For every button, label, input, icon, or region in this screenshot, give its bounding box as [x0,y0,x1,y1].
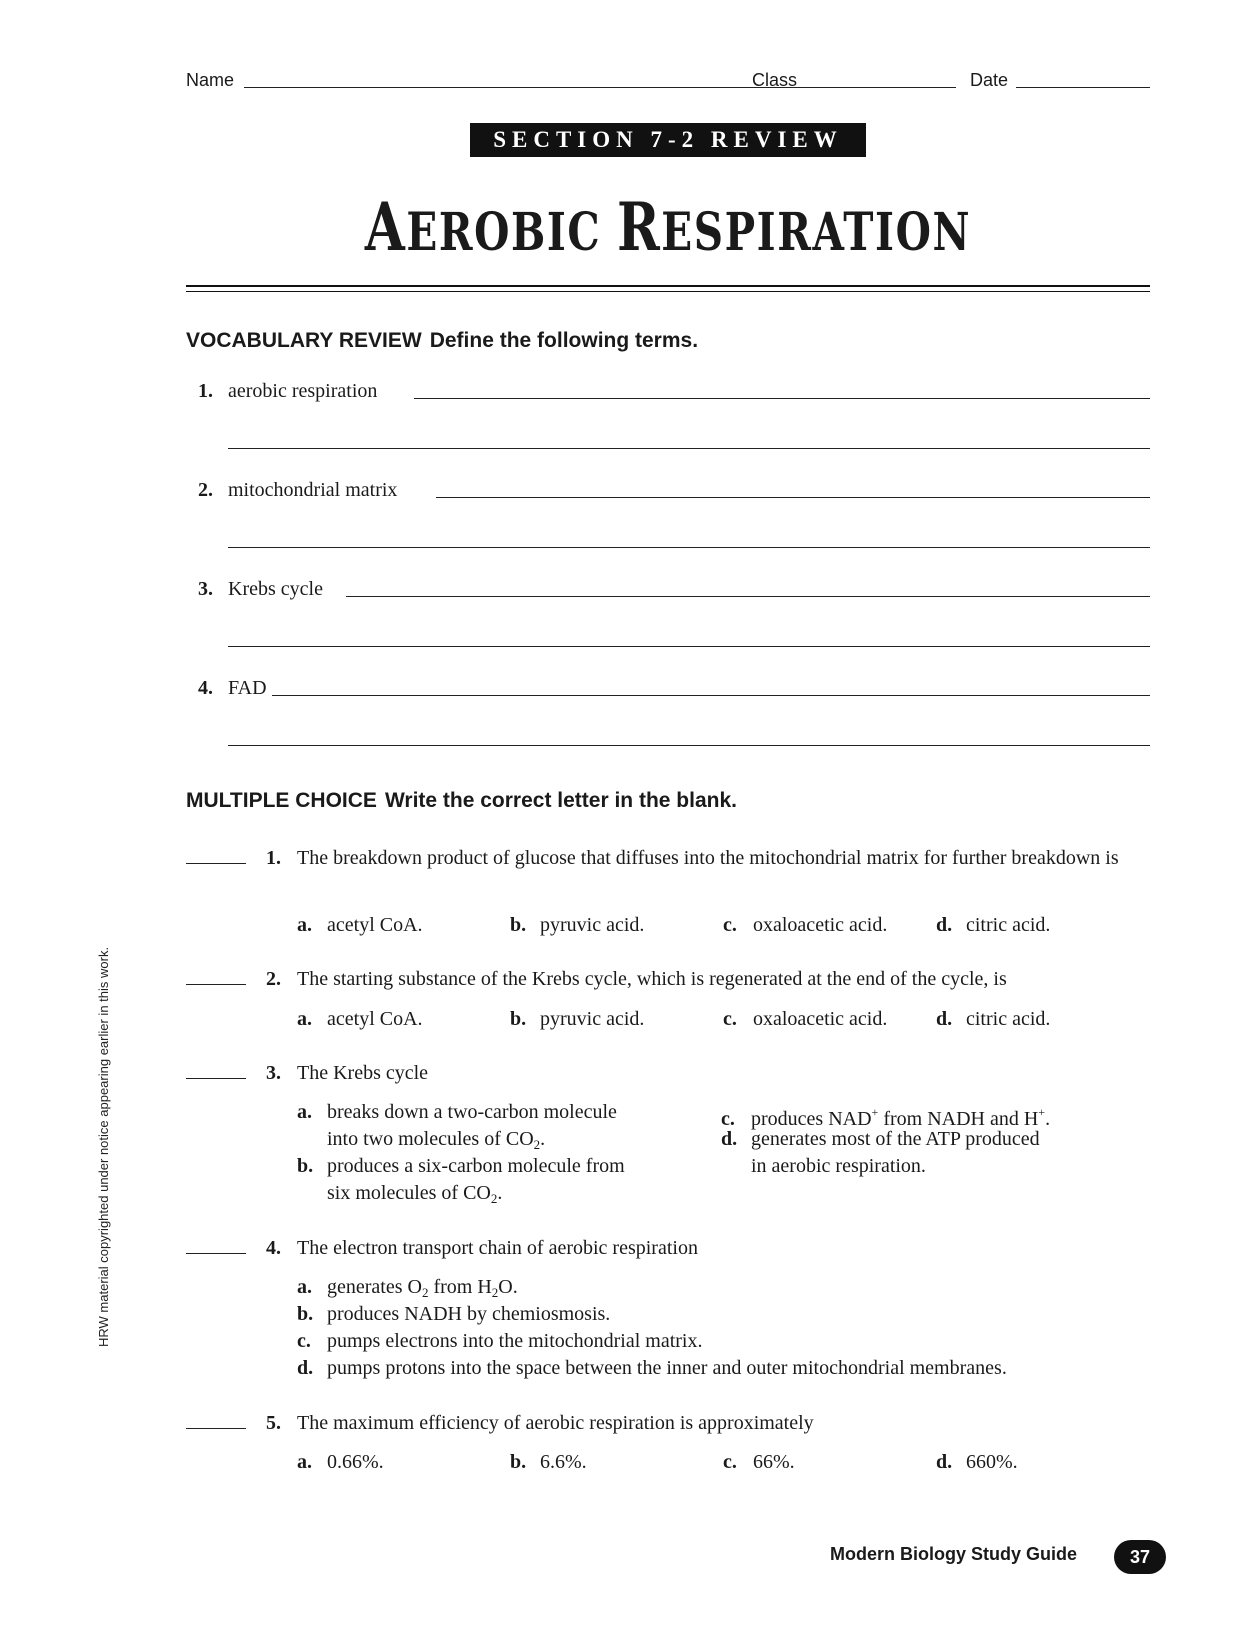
option-a: a. acetyl CoA. [297,1008,423,1030]
question-text: The breakdown product of glucose that diffuses into the mitochondrial matrix for further breakdown is [297,847,1119,869]
vocab-item [186,677,1150,757]
option-d-cont: in aerobic respiration. [751,1155,926,1177]
option-d: d. citric acid. [936,1008,1051,1030]
option-c: c. 66%. [723,1451,795,1473]
class-label: Class [752,70,798,90]
footer-title: Modern Biology Study Guide [830,1544,1077,1564]
answer-line[interactable] [228,448,1150,449]
vocab-term: aerobic respiration [228,380,378,402]
answer-blank[interactable] [186,984,246,985]
answer-line[interactable] [414,398,1150,399]
question-5 [186,1410,1150,1480]
section-banner: SECTION 7-2 REVIEW [470,123,866,157]
answer-line[interactable] [228,547,1150,548]
title-initial-a: A [364,188,407,266]
copyright-notice: HRW material copyrighted under notice appearing earlier in this work. [96,946,111,1347]
question-text: The electron transport chain of aerobic respiration [297,1237,698,1259]
option-b: b. produces NADH by chemiosmosis. [297,1303,611,1325]
vocab-number: 2. [198,479,213,501]
vocab-item [186,380,1150,460]
question-number: 3. [266,1062,281,1084]
title-initial-r: R [616,188,662,266]
multiple-choice-heading-label: MULTIPLE CHOICE [186,789,377,812]
answer-line[interactable] [346,596,1150,597]
question-text: The maximum efficiency of aerobic respiration is approximately [297,1412,814,1434]
vocab-item [186,479,1150,559]
option-b-cont: six molecules of $CO_2$. [327,1182,503,1206]
page-title [292,188,1044,266]
answer-blank[interactable] [186,1428,246,1429]
question-4 [186,1235,1150,1385]
question-text: The Krebs cycle [297,1062,429,1084]
multiple-choice-instruction: Write the correct letter in the blank. [384,789,737,812]
question-1 [186,845,1150,935]
name-label: Name [186,70,235,90]
vocab-term: Krebs cycle [228,578,323,600]
question-2 [186,966,1150,1036]
title-word1-rest: EROBIC [406,202,602,263]
option-a: a. generates $O_2$ from $H_2O$. [297,1276,518,1300]
answer-line[interactable] [436,497,1150,498]
option-c: c. oxaloacetic acid. [723,914,888,936]
option-a: a. 0.66%. [297,1451,384,1473]
answer-blank[interactable] [186,863,246,864]
question-text: The starting substance of the Krebs cycle, which is regenerated at the end of the cycle, is [297,968,1007,990]
title-word2-rest: ESPIRATION [661,202,972,263]
page-number-badge: 37 [1114,1540,1166,1574]
option-d: d. 660%. [936,1451,1018,1473]
answer-line[interactable] [228,646,1150,647]
option-a-cont: into two molecules of $CO_2$. [327,1128,546,1152]
vocab-term: FAD [228,677,267,699]
option-c: c. produces NAD+ from NADH and H+. [721,1105,1051,1130]
date-label: Date [970,70,1009,90]
question-number: 2. [266,968,281,990]
class-field[interactable] [800,87,956,88]
answer-blank[interactable] [186,1253,246,1254]
question-number: 1. [266,847,281,869]
option-b: b. produces a six-carbon molecule from [297,1155,625,1177]
option-b: b. 6.6%. [510,1451,587,1473]
header-fields [186,70,1150,94]
vocab-number: 4. [198,677,213,699]
option-b: b. pyruvic acid. [510,914,645,936]
option-a: a. acetyl CoA. [297,914,423,936]
title-rule-thick [186,285,1150,287]
vocabulary-instruction: Define the following terms. [429,329,699,352]
option-a: a. breaks down a two-carbon molecule [297,1101,617,1123]
title-rule-thin [186,291,1150,292]
option-c: c. pumps electrons into the mitochondrial matrix. [297,1330,703,1352]
vocabulary-heading-label: VOCABULARY REVIEW [186,329,422,352]
question-number: 4. [266,1237,281,1259]
answer-line[interactable] [228,745,1150,746]
answer-line[interactable] [272,695,1150,696]
option-d: d. pumps protons into the space between the inner and outer mitochondrial membranes. [297,1357,1007,1379]
vocab-number: 3. [198,578,213,600]
option-d: d. generates most of the ATP produced [721,1128,1040,1150]
question-3 [186,1060,1150,1210]
vocabulary-heading [186,329,698,353]
multiple-choice-heading [186,789,737,813]
vocab-number: 1. [198,380,213,402]
question-number: 5. [266,1412,281,1434]
vocab-item [186,578,1150,658]
answer-blank[interactable] [186,1078,246,1079]
date-field[interactable] [1016,87,1150,88]
option-c: c. oxaloacetic acid. [723,1008,888,1030]
vocab-term: mitochondrial matrix [228,479,398,501]
option-d: d. citric acid. [936,914,1051,936]
option-b: b. pyruvic acid. [510,1008,645,1030]
